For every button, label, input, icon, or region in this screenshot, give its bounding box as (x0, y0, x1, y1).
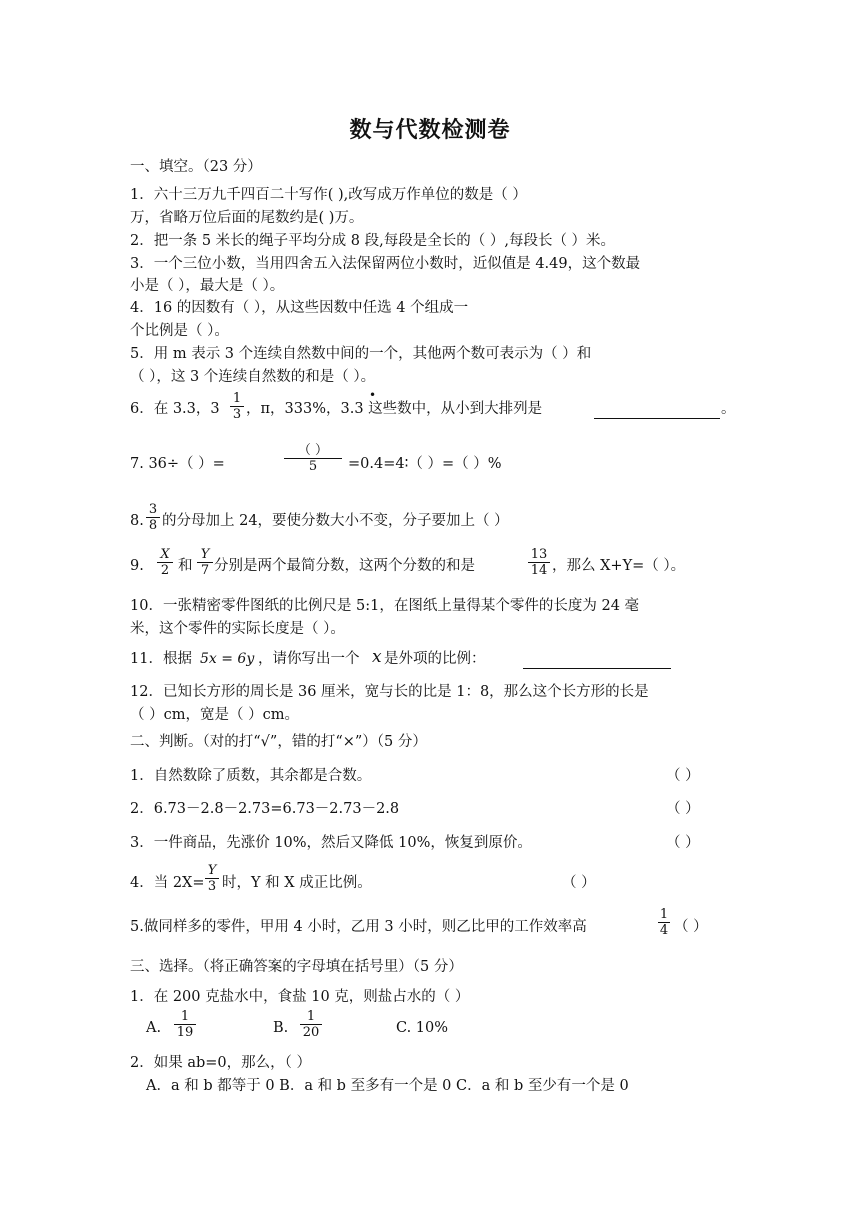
q6-prefix: 6．在 3.3，3 (130, 401, 220, 417)
q7-prefix: 7. 36÷（ ）= (130, 456, 225, 472)
q9-fraction-sum-numerator: 13 (528, 547, 550, 563)
choice-1-option-b-denominator: 20 (302, 1025, 320, 1040)
q9-end: ，那么 X+Y=（ ）。 (552, 558, 686, 574)
q9-fraction-x (157, 547, 173, 578)
q6-body: ，π，333%，3.3 这些数中，从小到大排列是 (246, 401, 543, 417)
q11-equation: 5x = 6y (200, 651, 255, 667)
judge-5-fraction-numerator: 1 (659, 907, 669, 922)
choice-1-option-c: C. 10% (396, 1020, 449, 1036)
q7-body: =0.4=4∶（ ）=（ ）% (348, 456, 502, 472)
judge-2-paren: （ ） (666, 801, 700, 817)
q9-fraction-y (197, 547, 213, 578)
q5-line-2: （ ），这 3 个连续自然数的和是（ ）。 (130, 369, 376, 385)
judge-4-prefix: 4．当 2X= (130, 875, 205, 891)
q9-body: 分别是两个最简分数，这两个分数的和是 (214, 558, 475, 574)
section-3-header: 三、选择。（将正确答案的字母填在括号里）（5 分） (130, 959, 463, 975)
q1-line-2: 万，省略万位后面的尾数约是( )万。 (130, 210, 364, 226)
q1-line-1: 1．六十三万九千四百二十写作( ),改写成万作单位的数是（ ） (130, 187, 527, 203)
q5-line-1: 5．用 m 表示 3 个连续自然数中间的一个，其他两个数可表示为（ ）和 (130, 346, 592, 362)
q11-prefix: 11．根据 (130, 651, 192, 667)
q9-and: 和 (178, 558, 193, 574)
q8-fraction (146, 502, 160, 533)
q4-line-1: 4．16 的因数有（ ），从这些因数中任选 4 个组成一 (130, 300, 469, 316)
judge-4-paren: （ ） (562, 875, 596, 891)
q6-fraction-numerator: 1 (230, 391, 244, 407)
judge-1-paren: （ ） (666, 768, 700, 784)
q11-answer-blank (523, 650, 671, 669)
q2-line: 2．把一条 5 米长的绳子平均分成 8 段,每段是全长的（ ）,每段长（ ）米。 (130, 233, 616, 249)
page-title: 数与代数检测卷 (349, 117, 511, 143)
q6-end: 。 (721, 401, 736, 417)
q3-line-1: 3．一个三位小数，当用四舍五入法保留两位小数时，近似值是 4.49，这个数最 (130, 256, 641, 272)
judge-4-fraction-denominator: 3 (207, 879, 217, 894)
judge-5-paren: （ ） (674, 919, 708, 935)
q10-line-1: 10．一张精密零件图纸的比例尺是 5:1，在图纸上量得某个零件的长度为 24 毫 (130, 598, 640, 614)
q9-fraction-x-numerator: X (157, 547, 173, 563)
q7-fraction (284, 443, 342, 474)
judge-5-fraction-denominator: 4 (659, 923, 669, 938)
q9-fraction-y-numerator: Y (197, 547, 213, 563)
q9-prefix: 9. (130, 558, 144, 574)
choice-1-option-b-numerator: 1 (300, 1009, 322, 1025)
q9-fraction-sum-denominator: 14 (530, 563, 548, 578)
judge-3: 3．一件商品，先涨价 10%，然后又降低 10%，恢复到原价。 (130, 835, 532, 851)
q9-fraction-y-denominator: 7 (200, 563, 210, 578)
q6-fraction (230, 391, 244, 422)
judge-1: 1．自然数除了质数，其余都是合数。 (130, 768, 372, 784)
q7-fraction-denominator: 5 (308, 459, 318, 474)
q8-fraction-denominator: 8 (148, 518, 158, 533)
section-2-header: 二、判断。（对的打“√”，错的打“×”）（5 分） (130, 734, 427, 750)
q6-fraction-denominator: 3 (232, 407, 242, 422)
q10-line-2: 米，这个零件的实际长度是（ ）。 (130, 621, 345, 637)
choice-1-option-a-fraction (174, 1009, 196, 1040)
section-1-header: 一、填空。（23 分） (130, 159, 262, 175)
q8-fraction-numerator: 3 (146, 502, 160, 518)
judge-2: 2．6.73－2.8－2.73=6.73－2.73－2.8 (130, 801, 400, 817)
judge-5: 5.做同样多的零件，甲用 4 小时，乙用 3 小时，则乙比甲的工作效率高 (130, 919, 587, 935)
q11-body: ，请你写出一个 (258, 651, 360, 667)
choice-1-option-a-numerator: 1 (174, 1009, 196, 1025)
q11-end: 是外项的比例： (384, 651, 486, 667)
choice-1-option-b-fraction (300, 1009, 322, 1040)
q9-fraction-sum (528, 547, 550, 578)
q11-variable-x: x (372, 647, 382, 667)
q7-fraction-numerator: （ ） (284, 443, 342, 459)
q4-line-2: 个比例是（ ）。 (130, 323, 229, 339)
q12-line-2: （ ）cm，宽是（ ）cm。 (130, 707, 299, 723)
choice-2-options: A．a 和 b 都等于 0 B．a 和 b 至多有一个是 0 C．a 和 b 至少有一个是 0 (146, 1078, 629, 1094)
choice-1-option-a-label: A. (146, 1020, 162, 1036)
judge-5-fraction (658, 907, 670, 938)
judge-4-body: 时，Y 和 X 成正比例。 (222, 875, 372, 891)
choice-2: 2．如果 ab=0，那么，（ ） (130, 1055, 311, 1071)
q12-line-1: 12．已知长方形的周长是 36 厘米，宽与长的比是 1：8，那么这个长方形的长是 (130, 684, 649, 700)
q8-body: 的分母加上 24，要使分数大小不变，分子要加上（ ） (162, 513, 509, 529)
choice-1: 1．在 200 克盐水中，食盐 10 克，则盐占水的（ ） (130, 989, 470, 1005)
judge-4-fraction-numerator: Y (205, 863, 219, 879)
q9-fraction-x-denominator: 2 (160, 563, 170, 578)
choice-1-option-a-denominator: 19 (176, 1025, 194, 1040)
judge-4-fraction (205, 863, 219, 894)
judge-3-paren: （ ） (666, 835, 700, 851)
repeating-decimal-dot: • (369, 388, 377, 402)
q8-prefix: 8. (130, 513, 144, 529)
q6-answer-blank (594, 400, 720, 419)
choice-1-option-b-label: B. (273, 1020, 289, 1036)
q3-line-2: 小是（ ），最大是（ ）。 (130, 278, 285, 294)
